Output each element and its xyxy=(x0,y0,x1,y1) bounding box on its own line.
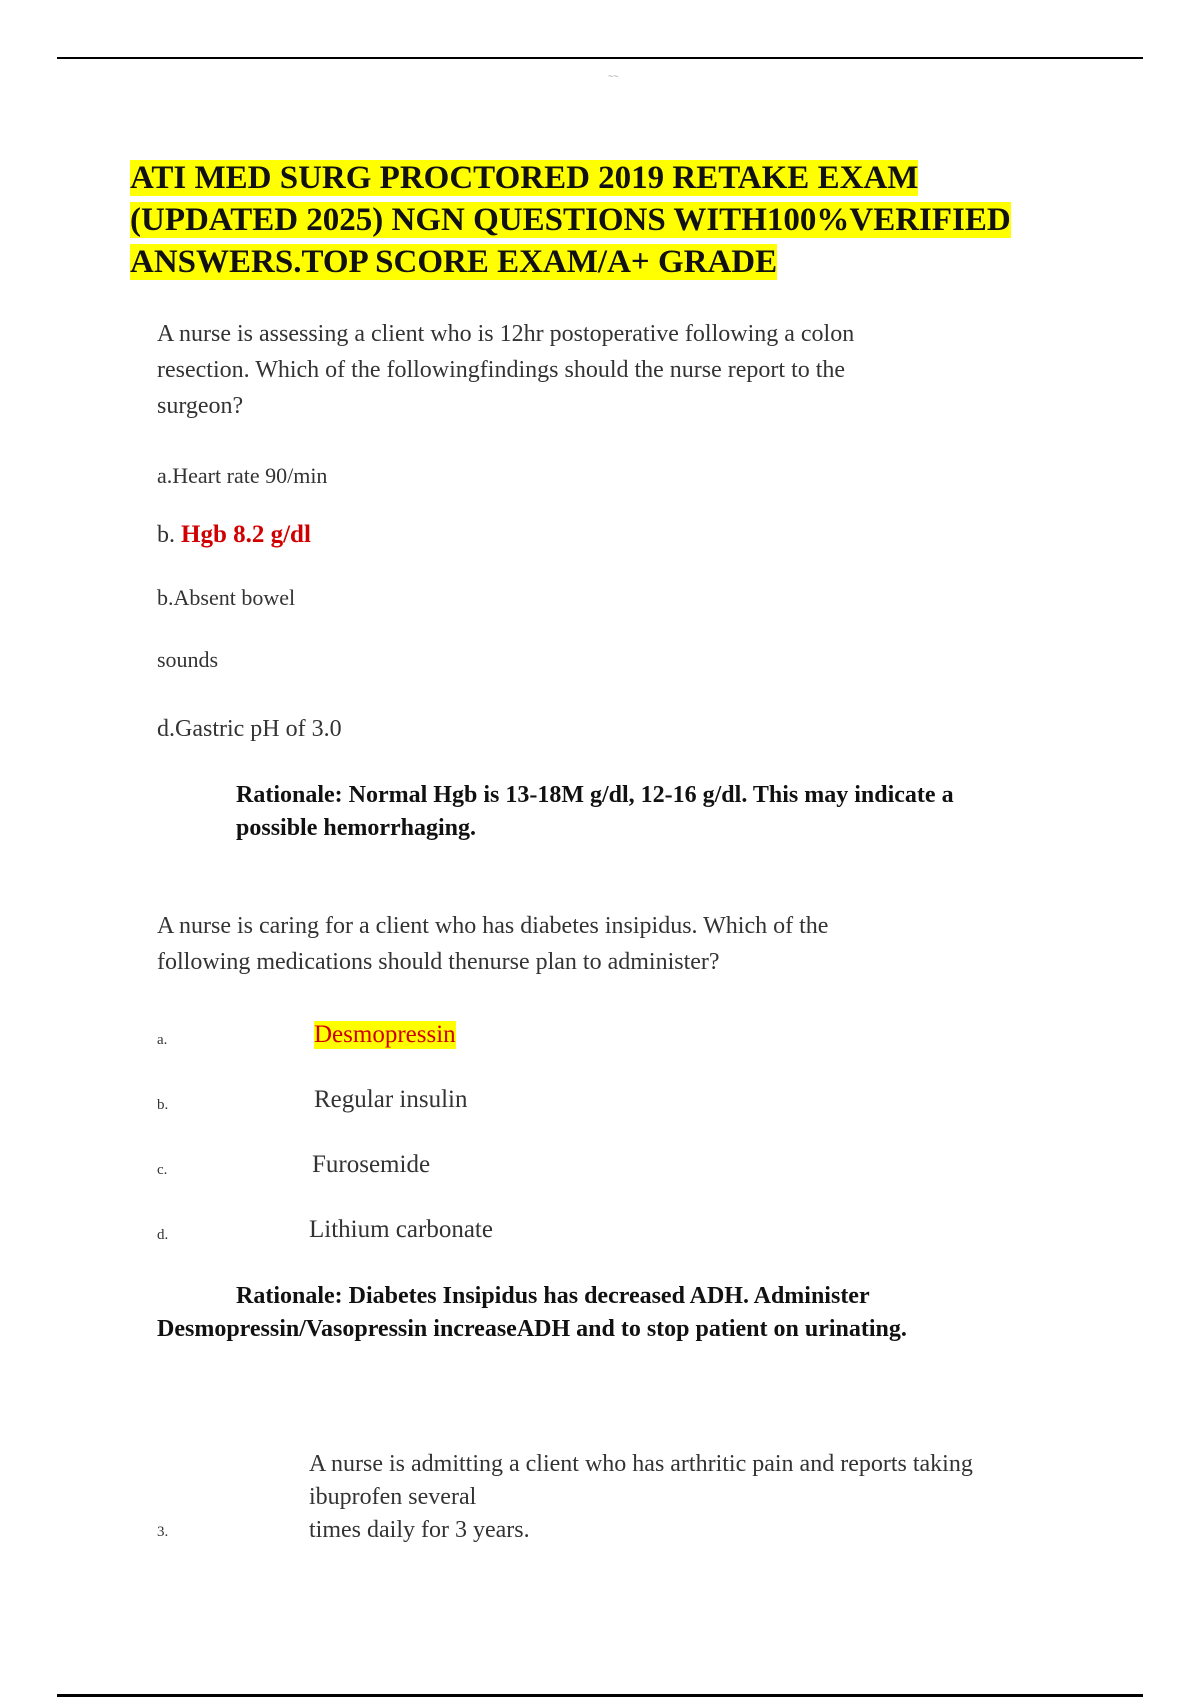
q1-option-a: a.Heart rate 90/min xyxy=(157,463,328,488)
q3-stem-line: times daily for 3 years. xyxy=(309,1517,530,1543)
q2-option-d: Lithium carbonate xyxy=(309,1216,493,1243)
q1-stem-line: resection. Which of the followingfindings should the nurse report to the xyxy=(157,357,846,383)
q1-option-b xyxy=(157,517,311,553)
q2-rationale-line: Rationale: Diabetes Insipidus has decreased ADH. Administer xyxy=(236,1283,870,1309)
header-mark: ~~ xyxy=(608,71,619,81)
q2-stem-line: following medications should thenurse plan to administer? xyxy=(157,949,720,975)
q2-option-d-letter: d. xyxy=(157,1227,169,1243)
q2-rationale xyxy=(157,1280,1117,1346)
q2-option-b: Regular insulin xyxy=(314,1086,468,1113)
q2-rationale-line: Desmopressin/Vasopressin increaseADH and to stop patient on urinating. xyxy=(157,1316,907,1342)
q1-option-c: b.Absent bowel xyxy=(157,585,296,610)
q1-option-d: d.Gastric pH of 3.0 xyxy=(157,716,342,742)
q1-rationale xyxy=(236,779,1086,845)
bottom-rule xyxy=(57,1694,1143,1697)
q2-stem-line: A nurse is caring for a client who has diabetes insipidus. Which of the xyxy=(157,913,829,939)
q2-option-c-letter: c. xyxy=(157,1162,168,1178)
q1-option-b-letter: b. xyxy=(157,522,175,548)
q3-number: 3. xyxy=(157,1524,169,1540)
q2-option-c: Furosemide xyxy=(312,1151,431,1178)
document-title xyxy=(130,157,1130,283)
q1-stem-line: surgeon? xyxy=(157,393,244,419)
top-rule xyxy=(57,57,1143,59)
q1-stem xyxy=(157,316,1037,424)
q1-correct-answer: Hgb 8.2 g/dl xyxy=(181,521,311,548)
title-line-2: (UPDATED 2025) NGN QUESTIONS WITH100%VERIFIED xyxy=(130,202,1011,238)
q1-rationale-line: Rationale: Normal Hgb is 13-18M g/dl, 12-16 g/dl. This may indicate a xyxy=(236,782,954,808)
q3-stem-line: A nurse is admitting a client who has arthritic pain and reports taking xyxy=(309,1451,973,1477)
q3-stem-line: ibuprofen several xyxy=(309,1484,477,1510)
q3-stem xyxy=(309,1448,1129,1547)
q2-stem xyxy=(157,908,1037,980)
q1-stem-line: A nurse is assessing a client who is 12hr postoperative following a colon xyxy=(157,321,855,347)
q2-option-a-letter: a. xyxy=(157,1032,168,1048)
q2-option-b-letter: b. xyxy=(157,1097,169,1113)
q2-correct-answer: Desmopressin xyxy=(314,1021,456,1048)
q1-option-c-continued: sounds xyxy=(157,647,219,672)
title-line-3: ANSWERS.TOP SCORE EXAM/A+ GRADE xyxy=(130,244,778,280)
q1-rationale-line: possible hemorrhaging. xyxy=(236,815,477,841)
title-line-1: ATI MED SURG PROCTORED 2019 RETAKE EXAM xyxy=(130,160,919,196)
